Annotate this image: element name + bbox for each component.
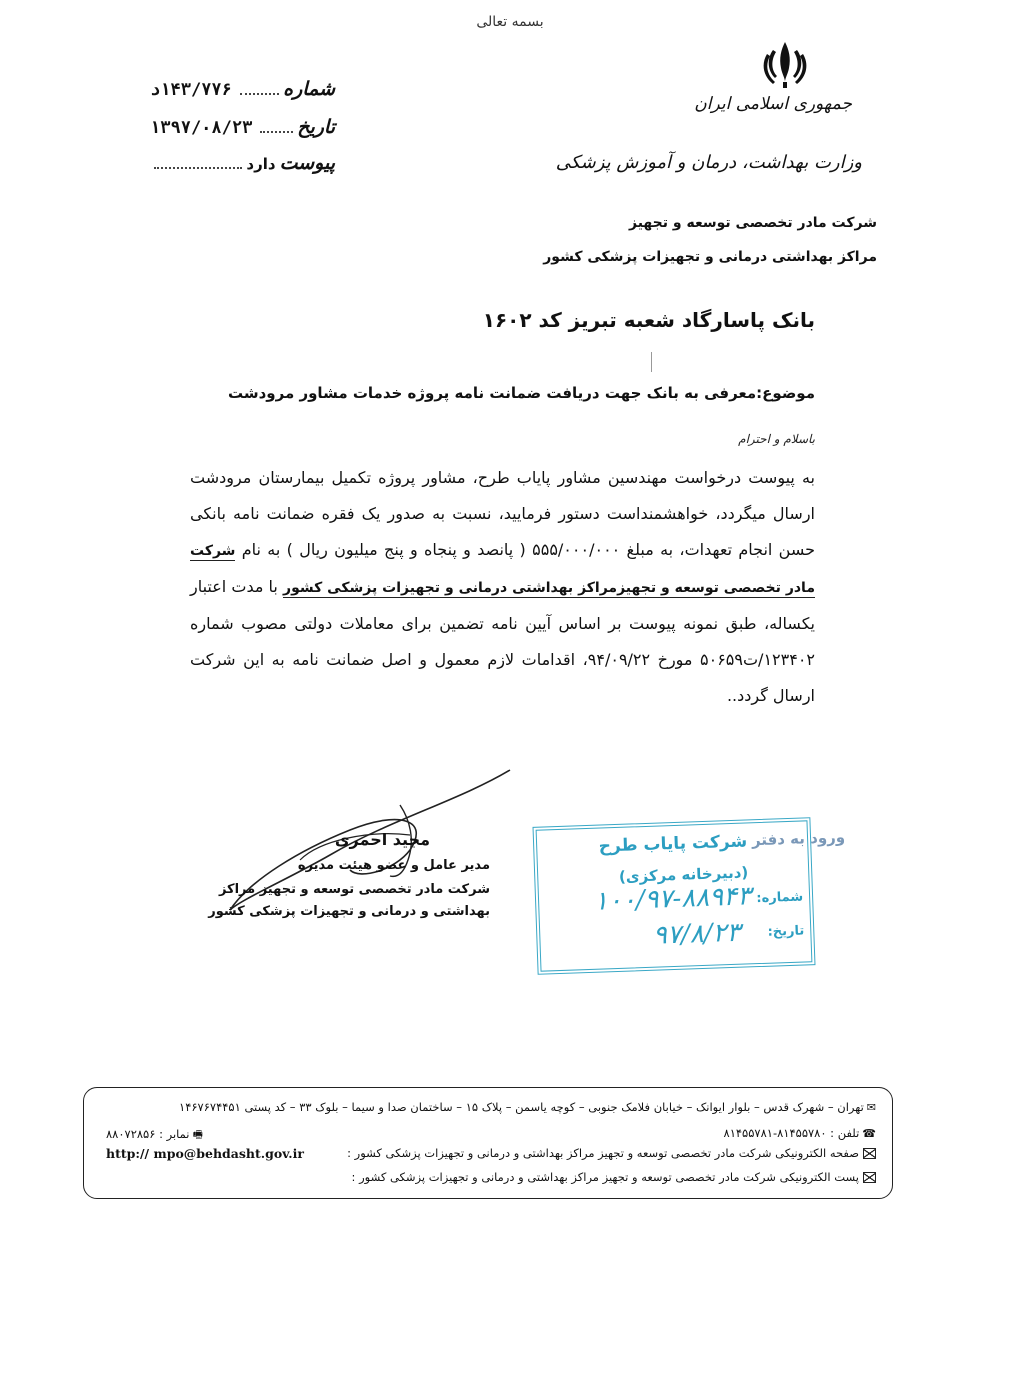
letter-attachment-row: [150, 152, 335, 174]
gov-line-ministry: وزارت بهداشت، درمان و آموزش پزشکی: [555, 152, 862, 173]
stamp-edge-text: ورود به دفتر: [751, 828, 846, 850]
signer-company-line-1: شرکت مادر تخصصی توسعه و تجهیز مراکز: [218, 882, 490, 897]
stamp-office: (دبیرخانه مرکزی): [618, 863, 749, 886]
stamp-company: شرکت پایاب طرح: [598, 831, 748, 857]
subject-line: موضوع:معرفی به بانک جهت دریافت ضمانت نامه پروژه خدمات مشاور مرودشت: [227, 384, 815, 402]
sender-line-1: شرکت مادر تخصصی توسعه و تجهیز: [629, 215, 877, 231]
letter-number-value: ۱۴۳/۷۷۶د: [150, 80, 232, 100]
dots-divider: [154, 161, 242, 169]
footer-website-label: [347, 1146, 876, 1160]
footer-contact-box: [83, 1087, 893, 1199]
footer-website-value[interactable]: http:// mpo@behdasht.gov.ir: [106, 1146, 304, 1161]
dots-divider: [240, 87, 279, 95]
footer-email-label: [352, 1170, 876, 1184]
stamp-date-label: تاریخ:: [767, 923, 805, 940]
letter-number-label: شماره: [283, 78, 335, 100]
signer-title: مدیر عامل و عضو هیئت مدیره: [297, 858, 490, 873]
sender-line-2: مراکز بهداشتی درمانی و تجهیزات پزشکی کشور: [543, 249, 877, 265]
letter-body: [190, 460, 815, 714]
footer-phone-text: تلفن : ۸۱۴۵۵۷۸۰-۸۱۴۵۵۷۸۱: [723, 1126, 860, 1140]
signer-company-line-2: بهداشتی و درمانی و تجهیزات پزشکی کشور: [208, 904, 490, 919]
signer-name: مجید احمری: [334, 830, 430, 849]
stamp-date-value: ۹۷/۸/۲۳: [652, 917, 741, 951]
location-icon: ✉: [866, 1101, 876, 1114]
receipt-stamp: [533, 817, 846, 975]
footer-website-label-text: صفحه الکترونیکی شرکت مادر تخصصی توسعه و تجهیز مراکز بهداشتی و درمانی و تجهیزات پزشکی کشور :: [347, 1146, 859, 1160]
footer-fax: [106, 1126, 203, 1145]
footer-fax-text: نمابر : ۸۸۰۷۲۸۵۶: [106, 1127, 190, 1141]
dots-divider: [260, 125, 293, 133]
invocation-text: بسمه تعالی: [476, 14, 544, 30]
letter-date-row: [150, 116, 335, 138]
envelope-icon: [863, 1148, 876, 1159]
divider-mark: [651, 352, 652, 372]
gov-line-republic: جمهوری اسلامی ایران: [694, 94, 852, 114]
letter-date-value: ۱۳۹۷/۰۸/۲۳: [150, 118, 253, 138]
footer-email-label-text: پست الکترونیکی شرکت مادر تخصصی توسعه و تجهیز مراکز بهداشتی و درمانی و تجهیزات پزشکی کشور :: [351, 1170, 859, 1184]
footer-phone: [724, 1126, 876, 1140]
body-highlight-company: شرکت مادر تخصصی توسعه و تجهیزمراکز بهداشتی درمانی و تجهیزات پزشکی کشور: [190, 543, 815, 596]
envelope-icon: [863, 1172, 876, 1183]
footer-address-text: تهران – شهرک قدس – بلوار ایوانک – خیابان فلامک جنوبی – کوچه یاسمن – پلاک ۱۵ – ساختمان صدا و سیما – بلوک ۳۳ – کد پستی ۱۴۶۷۶۷۴۴۵۱: [179, 1100, 864, 1114]
greeting: باسلام و احترام: [738, 432, 815, 446]
footer-address: [179, 1100, 876, 1114]
iran-emblem-icon: [755, 38, 815, 90]
body-part-1: به پیوست درخواست مهندسین مشاور پایاب طرح، مشاور پروژه تکمیل بیمارستان مرودشت ارسال میگردد، خواهشمنداست دستور فرمایید، نسبت به صدور یک فقره ضمانت نامه بانکی حسن انجام تعهدات، به مبلغ ۵۵۵/۰۰۰/۰۰۰ ( پانصد و پنجاه و پنج میلیون ریال ) به نام: [190, 468, 816, 559]
phone-icon: ☎: [862, 1127, 876, 1140]
recipient-title: بانک پاسارگاد شعبه تبریز کد ۱۶۰۲: [482, 308, 815, 332]
stamp-number-label: شماره:: [756, 889, 804, 907]
letter-number-row: [150, 78, 335, 100]
letter-attachment-value: دارد: [246, 155, 276, 173]
letter-date-label: تاریخ: [297, 116, 335, 138]
body-part-2: با مدت اعتبار یکساله، طبق نمونه پیوست بر اساس آیین نامه تضمین برای معاملات دولتی مصوب شماره ۱۲۳۴۰۲/ت۵۰۶۵۹ مورخ ۹۴/۰۹/۲۲، اقدامات لازم معمول و اصل ضمانت نامه به این شرکت ارسال گردد..: [190, 577, 815, 705]
letter-attachment-label: پیوست: [279, 152, 335, 174]
fax-icon: 🖷: [192, 1128, 203, 1141]
stamp-number-value: ۱۰۰/۹۷-۸۸۹۴۳: [593, 881, 752, 917]
